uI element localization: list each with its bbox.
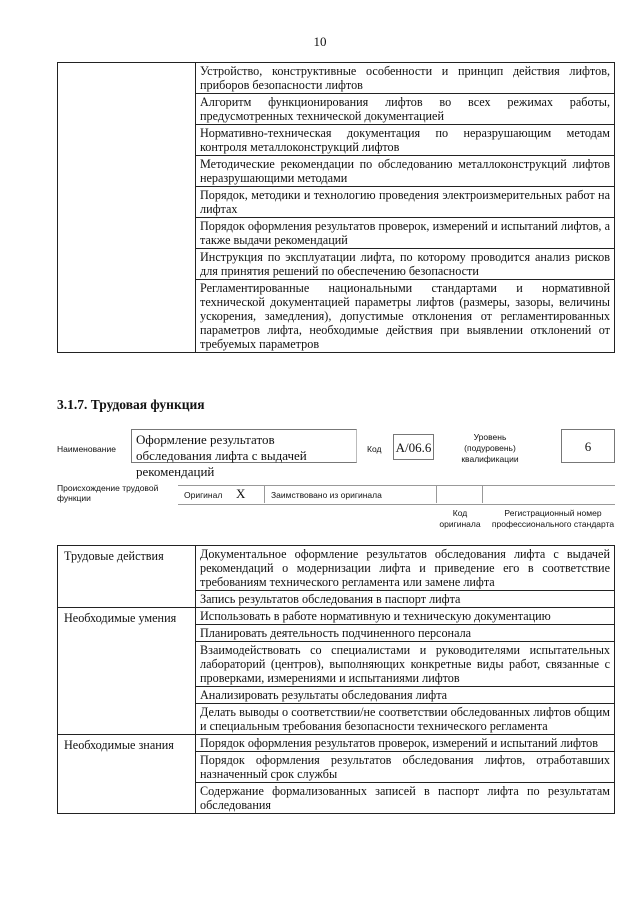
table-cell: Запись результатов обследования в паспорт лифта — [196, 591, 615, 608]
table-row — [58, 735, 615, 752]
table-cell: Регламентированные национальными стандартами и нормативной технической документацией параметры лифтов (размеры, зазоры, величины ускорения, замедления), допустимые отклонения от регламентированных параметров лифта, необходимые действия при выявлении отклонений от требуемых параметров — [196, 280, 615, 353]
table-cell: Инструкция по эксплуатации лифта, по которому проводится анализ рисков для принятия решений по обеспечению безопасности — [196, 249, 615, 280]
table-cell: Порядок, методики и технологию проведения электроизмерительных работ на лифтах — [196, 187, 615, 218]
table-row — [58, 546, 615, 591]
table-cell: Порядок оформления результатов проверок, измерений и испытаний лифтов, а также выдачи рекомендаций — [196, 218, 615, 249]
table-cell: Документальное оформление результатов обследования лифта с выдачей рекомендаций о модернизации лифта и приведение его в соответствие требованиям технического регламента или замене лифта — [196, 546, 615, 591]
name-label: Наименование — [57, 444, 116, 454]
level-label: Уровень (подуровень) квалификации — [461, 432, 519, 464]
origin-code-caption: Код оригинала — [439, 508, 481, 529]
labor-function-table — [57, 545, 615, 814]
function-code-field: А/06.6 — [393, 434, 434, 460]
empty-category-cell — [58, 63, 196, 353]
section-title-skills: Необходимые умения — [58, 608, 196, 735]
borrowed-label: Заимствовано из оригинала — [271, 490, 382, 500]
section-heading: 3.1.7. Трудовая функция — [57, 397, 205, 412]
table-cell: Методические рекомендации по обследованию металлоконструкций лифтов неразрушающими методами — [196, 156, 615, 187]
table-row — [58, 608, 615, 625]
level-value-field: 6 — [561, 429, 615, 463]
page-number: 10 — [313, 34, 327, 49]
code-label: Код — [367, 444, 382, 454]
knowledge-table-continued — [57, 62, 615, 353]
table-cell: Использовать в работе нормативную и техническую документацию — [196, 608, 615, 625]
table-cell: Порядок оформления результатов проверок, измерений и испытаний лифтов — [196, 735, 615, 752]
divider — [482, 485, 483, 503]
table-row — [58, 63, 615, 94]
table-cell: Нормативно-техническая документация по неразрушающим методам контроля металлоконструкций лифтов — [196, 125, 615, 156]
table-cell: Устройство, конструктивные особенности и принцип действия лифтов, приборов безопасности лифтов — [196, 63, 615, 94]
table-cell: Делать выводы о соответствии/не соответствии обследованных лифтов общим и специальным требования безопасности технического регламента — [196, 704, 615, 735]
table-cell: Планировать деятельность подчиненного персонала — [196, 625, 615, 642]
table-cell: Взаимодействовать со специалистами и руководителями испытательных лабораторий (центров), выполняющих конкретные виды работ, связанные с проверками, измерениями и испытаниями лифтов — [196, 642, 615, 687]
table-cell: Порядок оформления результатов обследования лифтов, отработавших назначенный срок службы — [196, 752, 615, 783]
divider — [436, 485, 437, 503]
function-name-field: Оформление результатов обследования лифта с выдачей рекомендаций — [131, 429, 357, 463]
origin-label: Происхождение трудовой функции — [57, 483, 159, 503]
table-cell: Алгоритм функционирования лифтов во всех режимах работы, предусмотренных технической документацией — [196, 94, 615, 125]
section-title-knowledge: Необходимые знания — [58, 735, 196, 814]
reg-number-caption: Регистрационный номер профессионального стандарта — [491, 508, 615, 529]
table-cell: Анализировать результаты обследования лифта — [196, 687, 615, 704]
table-cell: Содержание формализованных записей в паспорт лифта по результатам обследования — [196, 783, 615, 814]
original-label: Оригинал — [184, 490, 223, 500]
original-mark: X — [236, 486, 246, 501]
divider — [264, 485, 265, 503]
section-title-actions: Трудовые действия — [58, 546, 196, 608]
